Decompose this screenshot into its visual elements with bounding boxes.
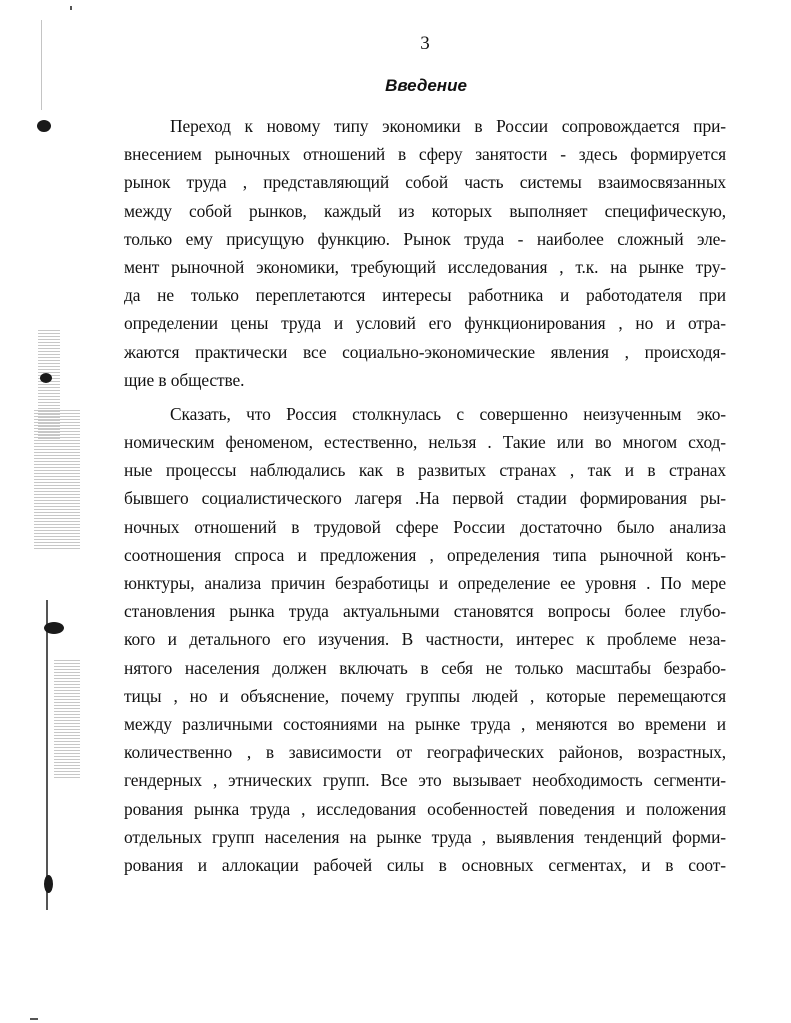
text-line: тицы , но и объяснение, почему группы людей , которые перемещаются — [124, 685, 726, 706]
text-line: да не только переплетаются интересы работника и работодателя при — [124, 285, 726, 306]
scan-artifact-top — [70, 6, 72, 10]
scan-artifact-blot — [44, 875, 53, 893]
scan-artifact-bottom — [30, 1018, 38, 1020]
text-line: определении цены труда и условий его функционирования , но и отра- — [124, 313, 726, 334]
text-line: ночных отношений в трудовой сфере России достаточно было анализа — [124, 516, 726, 537]
scan-artifact-blot — [37, 120, 51, 132]
text-line: отдельных групп населения на рынке труда , выявления тенденций форми- — [124, 826, 726, 847]
scan-artifact-blot — [40, 373, 52, 383]
text-line: Сказать, что Россия столкнулась с совершенно неизученным эко- — [170, 403, 726, 424]
text-line: ные процессы наблюдались как в развитых странах , так и в странах — [124, 460, 726, 481]
section-title: Введение — [385, 76, 467, 95]
text-line: между собой рынков, каждый из которых выполняет специфическую, — [124, 200, 726, 221]
text-line: рования и аллокации рабочей силы в основных сегментах, и в соот- — [124, 854, 726, 875]
scan-artifact-blot — [44, 622, 64, 634]
scan-artifact-noise — [34, 410, 80, 550]
body-text — [124, 112, 726, 879]
text-line: жаются практически все социально-экономические явления , происходя- — [124, 341, 726, 362]
paragraph-1 — [124, 112, 726, 394]
text-line: юнктуры, анализа причин безработицы и определение ее уровня . По мере — [124, 573, 726, 593]
text-line: между различными состояниями на рынке труда , меняются во времени и — [124, 713, 726, 734]
text-line: соотношения спроса и предложения , определения типа рыночной конъ- — [124, 544, 726, 565]
text-line: бывшего социалистического лагеря .На первой стадии формирования ры- — [124, 488, 726, 509]
text-line: номическим феноменом, естественно, нельзя . Такие или во многом сход- — [124, 432, 726, 453]
text-line: внесением рыночных отношений в сферу занятости - здесь формируется — [124, 144, 726, 165]
text-line: количественно , в зависимости от географических районов, возрастных, — [124, 742, 726, 763]
text-line: мент рыночной экономики, требующий исследования , т.к. на рынке тру- — [124, 256, 726, 277]
text-line: нятого населения должен включать в себя не только масштабы безрабо- — [124, 657, 726, 678]
text-line: только ему присущую функцию. Рынок труда - наиболее сложный эле- — [124, 228, 726, 249]
text-line: кого и детального его изучения. В частности, интерес к проблеме неза- — [124, 629, 726, 650]
text-line: рования рынка труда , исследования особенностей поведения и положения — [124, 798, 726, 819]
page-number: 3 — [420, 33, 430, 54]
text-line: гендерных , этнических групп. Все это вызывает необходимость сегменти- — [124, 770, 726, 791]
paragraph-2 — [124, 400, 726, 879]
text-line: рынок труда , представляющий собой часть системы взаимосвязанных — [124, 172, 726, 193]
scan-artifact-line — [46, 600, 48, 910]
text-line: Переход к новому типу экономики в России сопровождается при- — [170, 116, 726, 136]
text-line: щие в обществе. — [124, 369, 245, 390]
scan-artifact-noise — [54, 660, 80, 780]
text-line: становления рынка труда актуальными становятся вопросы более глубо- — [124, 601, 726, 622]
